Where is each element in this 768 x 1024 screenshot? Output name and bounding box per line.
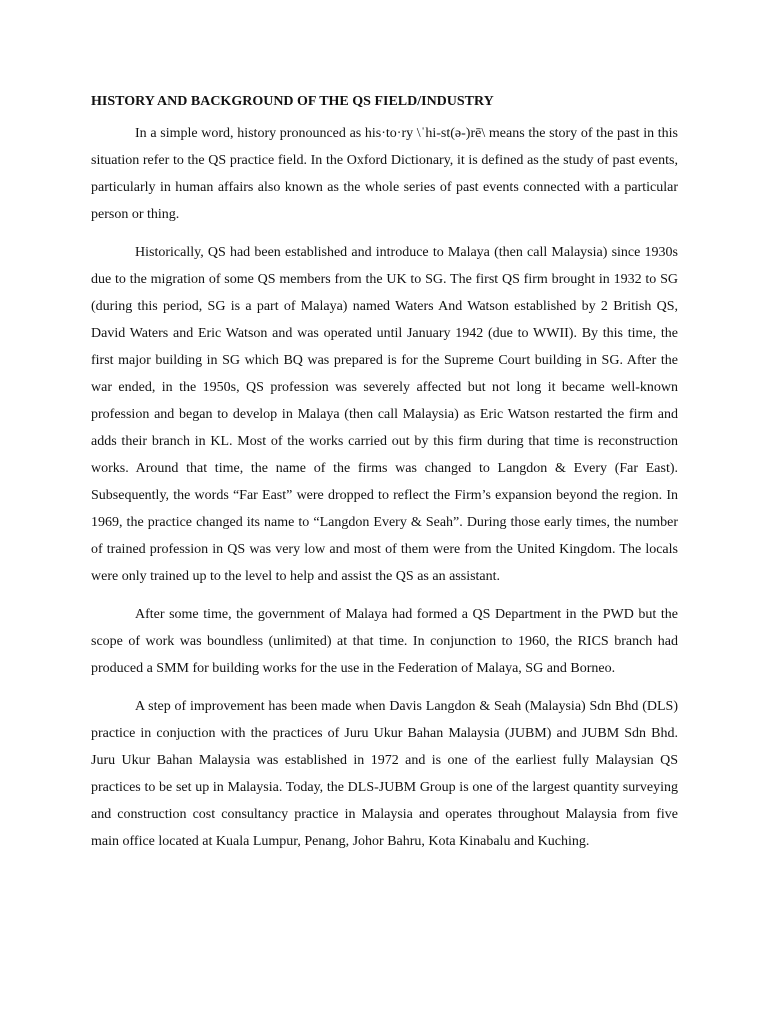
document-page (91, 93, 678, 866)
paragraph-definition: In a simple word, history pronounced as his·to·ry \ˈhi-st(ə-)rē\ means the story of the past in this situation refer to the QS practice field. In the Oxford Dictionary, it is defined as the study of past events, particularly in human affairs also known as the whole series of past events connected with a particular person or thing. (91, 126, 678, 222)
paragraph-historical-background: Historically, QS had been established and introduce to Malaya (then call Malaysia) since 1930s due to the migration of some QS members from the UK to SG. The first QS firm brought in 1932 to SG (during this period, SG is a part of Malaya) named Waters And Watson established by 2 British QS, David Waters and Eric Watson and was operated until January 1942 (due to WWII). By this time, the first major building in SG which BQ was prepared is for the Supreme Court building in SG. After the war ended, in the 1950s, QS profession was severely affected but not long it became well-known profession and began to develop in Malaya (then call Malaysia) as Eric Watson restarted the firm and adds their branch in KL. Most of the works carried out by this firm during that time is reconstruction works. Around that time, the name of the firms was changed to Langdon & Every (Far East). Subsequently, the words “Far East” were dropped to reflect the Firm’s expansion beyond the region. In 1969, the practice changed its name to “Langdon Every & Seah”. During those early times, the number of trained profession in QS was very low and most of them were from the United Kingdom. The locals were only trained up to the level to help and assist the QS as an assistant. (91, 245, 678, 584)
paragraph-dls-jubm: A step of improvement has been made when Davis Langdon & Seah (Malaysia) Sdn Bhd (DLS) practice in conjuction with the practices of Juru Ukur Bahan Malaysia (JUBM) and JUBM Sdn Bhd. Juru Ukur Bahan Malaysia was established in 1972 and is one of the earliest fully Malaysian QS practices to be set up in Malaysia. Today, the DLS-JUBM Group is one of the largest quantity surveying and construction cost consultancy practice in Malaysia and operates throughout Malaysia from five main office located at Kuala Lumpur, Penang, Johor Bahru, Kota Kinabalu and Kuching. (91, 699, 678, 849)
document-heading: HISTORY AND BACKGROUND OF THE QS FIELD/INDUSTRY (91, 94, 494, 109)
paragraph-government-department: After some time, the government of Malaya had formed a QS Department in the PWD but the scope of work was boundless (unlimited) at that time. In conjunction to 1960, the RICS branch had produced a SMM for building works for the use in the Federation of Malaya, SG and Borneo. (91, 607, 678, 676)
